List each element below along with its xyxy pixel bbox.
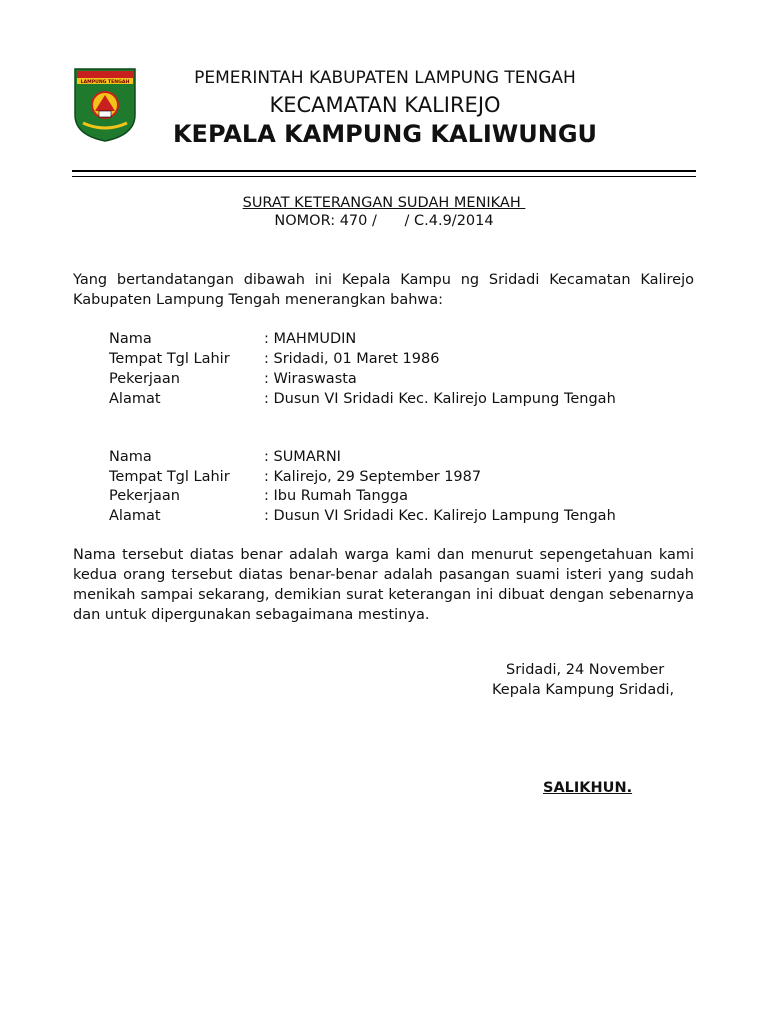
person1-name-row [109, 329, 356, 349]
person2-address-row [109, 506, 616, 526]
field-label: Nama [109, 331, 152, 347]
person1-job-row [109, 369, 357, 389]
person1-birth-row [109, 349, 439, 369]
person1-address-row [109, 389, 616, 409]
closing-paragraph: Nama tersebut diatas benar adalah warga kami dan menurut sepengetahuan kami kedua orang tersebut diatas benar-benar adalah pasangan suami isteri yang sudah menikah sampai sekarang, demikian surat keterangan ini dibuat dengan sebenarnya dan untuk dipergunakan sebagaimana mestinya. [73, 547, 694, 623]
header-divider-thick [72, 170, 696, 172]
intro-paragraph: Yang bertandatangan dibawah ini Kepala Kampu ng Sridadi Kecamatan Kalirejo Kabupaten Lampung Tengah menerangkan bahwa: [73, 272, 694, 308]
field-value: : SUMARNI [264, 449, 341, 465]
field-label: Alamat [109, 508, 161, 524]
header-village-head: KEPALA KAMPUNG KALIWUNGU [172, 120, 598, 148]
letter-title: SURAT KETERANGAN SUDAH MENIKAH [242, 195, 526, 211]
field-label: Pekerjaan [109, 488, 180, 504]
header-district: KECAMATAN KALIREJO [269, 93, 501, 117]
signature-role: Kepala Kampung Sridadi, [492, 682, 675, 698]
field-label: Tempat Tgl Lahir [109, 469, 230, 485]
field-value: : Dusun VI Sridadi Kec. Kalirejo Lampung Tengah [264, 508, 616, 524]
field-label: Nama [109, 449, 152, 465]
field-value: : Wiraswasta [264, 371, 357, 387]
signer-name: SALIKHUN. [543, 780, 633, 796]
header-divider-thin [72, 176, 696, 177]
field-value: : Ibu Rumah Tangga [264, 488, 409, 504]
field-value: : Kalirejo, 29 September 1987 [264, 469, 482, 485]
logo-text: LAMPUNG TENGAH [80, 80, 130, 85]
person2-name-row [109, 447, 341, 467]
person2-birth-row [109, 467, 481, 487]
field-value: : Dusun VI Sridadi Kec. Kalirejo Lampung Tengah [264, 391, 616, 407]
signature-place-date: Sridadi, 24 November [506, 662, 665, 678]
header-government: PEMERINTAH KABUPATEN LAMPUNG TENGAH [194, 68, 576, 88]
field-value: : Sridadi, 01 Maret 1986 [264, 351, 440, 367]
person2-job-row [109, 486, 408, 506]
field-label: Tempat Tgl Lahir [109, 351, 230, 367]
field-value: : MAHMUDIN [264, 331, 357, 347]
letter-number: NOMOR: 470 / / C.4.9/2014 [274, 213, 494, 229]
field-label: Alamat [109, 391, 161, 407]
field-label: Pekerjaan [109, 371, 180, 387]
